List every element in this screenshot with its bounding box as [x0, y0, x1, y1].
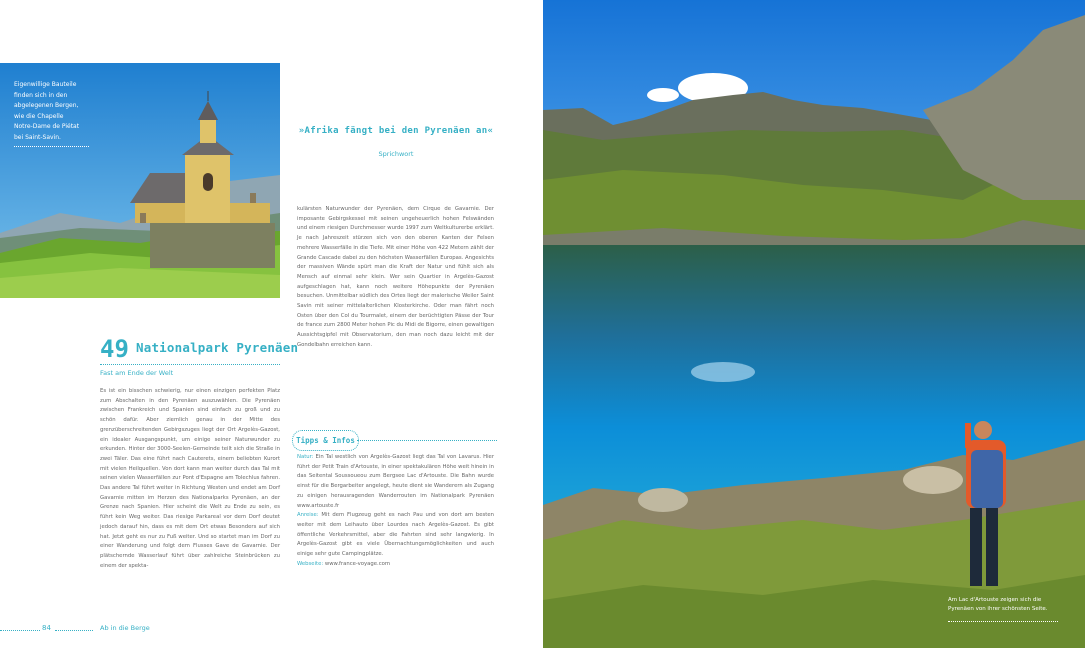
caption-line: bei Saint-Savin.	[14, 133, 61, 141]
lake-photo	[543, 0, 1085, 648]
quote-source: Sprichwort	[378, 150, 414, 158]
page-number: 84	[42, 624, 51, 632]
tips-badge: Tipps & Infos	[292, 430, 359, 451]
caption-divider	[948, 621, 1058, 622]
caption-line: abgelegenen Bergen,	[14, 102, 79, 109]
tip-label: Anreise:	[297, 512, 319, 519]
tip-travel	[297, 511, 494, 560]
lake-photo-caption: Am Lac d'Artouste zeigen sich die Pyrenäen von ihrer schönsten Seite.	[948, 597, 1048, 612]
tip-text: Ein Tal westlich von Argelès-Gazost liegt das Tal von Lavarus. Hier führt der Petit Train d'Artouste, in einer spektakulären Höhe weit hinein in das Seitental Soussoueou zum Bergsee Lac d'Artouste. Die Bahn wurde einst für die Bergarbeiter angelegt, heute dient sie Wanderern als Zugang zu einigen herausragenden Wanderrouten im Nationalpark Pyrenäen www.artouste.fr	[297, 454, 494, 509]
footer-divider	[0, 630, 40, 631]
caption-line: wie die Chapelle	[14, 112, 64, 120]
tip-label: Natur:	[297, 454, 314, 460]
pull-quote: »Afrika fängt bei den Pyrenäen an«	[298, 126, 494, 136]
tip-website	[297, 560, 494, 570]
caption-line: Notre-Dame de Piétat	[14, 123, 80, 130]
article-column-left: Es ist ein bisschen schwierig, nur einen einzigen perfekten Platz zum Abschalten in den Pyrenäen auszuwählen. Die Pyrenäen zwischen Frankreich und Spanien sind einfach zu groß und zu schön dafür. Aber ziemlich genau in der Mitte des grenzüberschreitenden Gebirgszuges liegt der Ort Argelès-Gazost, ein idealer Ausgangspunkt, um einige seiner Naturwunder zu erkunden. Hinter der 3000-Seelen-Gemeinde teilt sich die Straße in zwei Täler. Das eine führt nach Cauterets, einem beliebten Kurort mit vielen Heilquellen. Von dort kann man weiter durch das Tal mit seinen vielen Wasserfällen zur Pont d'Espagne am Tolechlus fahren. Das andere Tal führt weiter in Richtung Westen und endet am Dorf Gavarnie mitten im Herzen des Nationalparks Pyrenäen, an der Grenze nach Spanien. Hier scheint die Welt zu Ende zu sein, es führt kein Weg weiter. Das riesige Parkareal vor dem Dorf deutet jedoch darauf hin, dass es mit dem Ort etwas Besonders auf sich hat. Jetzt geht es nur zu Fuß weiter. Und so startet man im Dorf zu einer Wanderung und folgt dem Flusses Gave de Gavarnie. Der plätschernde Wasserlauf führt über zahlreiche Steinbrücken zu einem der spekta-	[100, 388, 280, 569]
mountain-lake-illustration	[543, 0, 1085, 648]
article-title: Nationalpark Pyrenäen	[136, 340, 299, 355]
tips-divider	[357, 440, 497, 441]
tip-label: Webseite:	[297, 560, 324, 567]
article-column-right: kulärsten Naturwunder der Pyrenäen, dem Cirque de Gavarnie. Der imposante Gebirgskessel mit seinen ungeheuerlich hohen Felswänden und einem riesigen Durchmesser wurde 1997 zum Weltkulturerbe erklärt. Je nach Jahreszeit stürzen sich von den oberen Kanten der Felsen mehrere Wasserfälle in die Tiefe. Mit einer Höhe von 422 Metern zählt der Grande Cascade dabei zu den höchsten Wasserfällen Europas. Angesichts der massiven Wände spürt man die Kraft der Natur und fühlt sich als Mensch auf einmal sehr klein. Wer sein Quartier in Argelès-Gazost aufgeschlagen hat, kann noch weitere Höhepunkte der Pyrenäen besuchen. Unmittelbar südlich des Ortes liegt der malerische Weiler Saint Savin mit seiner mittelalterlichen Klosterkirche. Oder man fährt noch Osten über den Col du Tourmalet, einem der berüchtigten Pässe der Tour de france zum 2800 Meter hohen Pic du Midi de Bigorre, einen gewaltigen Aussichtsgipfel mit Observatorium, den man noch dazu leicht mit der Gondelbahn erreichen kann.	[297, 206, 494, 348]
tips-list	[297, 453, 494, 569]
tip-text: Mit dem Flugzeug geht es nach Pau und von dort am besten weiter mit dem Leihauto über Lourdes nach Argelès-Gazost. Es gibt öffentliche Verkehrsmittel, aber die Fahrten sind sehr langwierig. In Argelès-Gazost gibt es viele Übernachtungsmöglichkeiten und auch einige sehr gute Campingplätze.	[297, 512, 494, 558]
caption-line: Eigenwillige Bauteile	[14, 81, 77, 88]
tip-text: www.france-voyage.com	[323, 560, 391, 567]
caption-divider	[14, 146, 89, 147]
article-number: 49	[100, 335, 129, 363]
chapel-photo-caption	[14, 80, 94, 143]
footer-divider	[55, 630, 93, 631]
heading-divider	[100, 364, 280, 365]
caption-line: finden sich in den	[14, 91, 68, 99]
article-subtitle: Fast am Ende der Welt	[100, 369, 174, 377]
tip-nature	[297, 453, 494, 511]
running-head: Ab in die Berge	[100, 624, 150, 632]
